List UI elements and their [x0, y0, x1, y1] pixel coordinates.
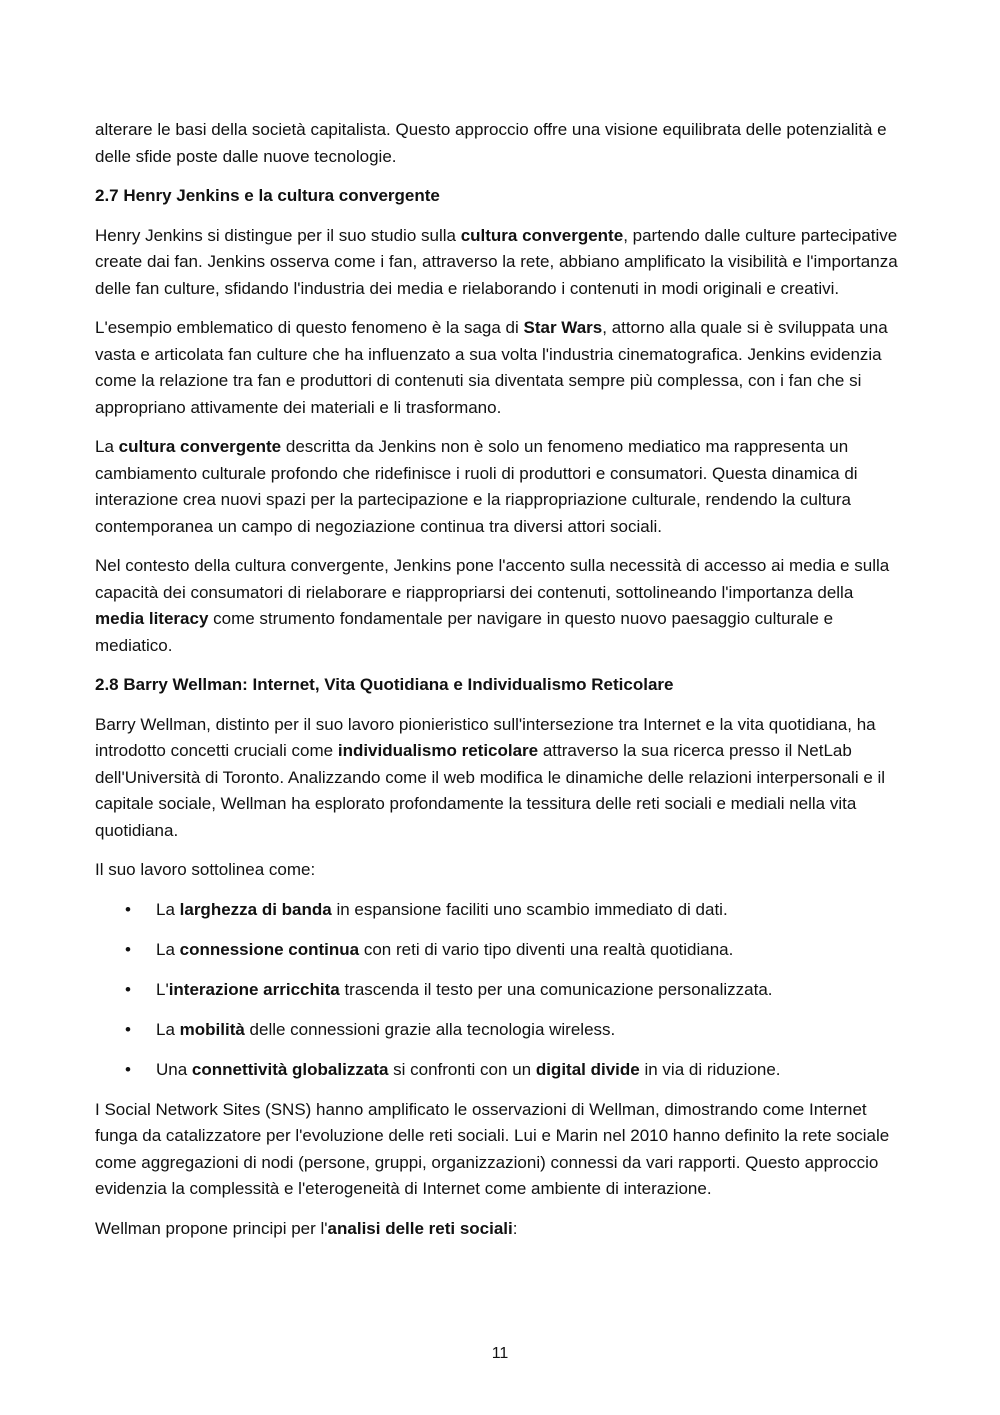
section-heading-2-7: 2.7 Henry Jenkins e la cultura convergente [95, 186, 440, 205]
bold-term: analisi delle reti sociali [327, 1218, 513, 1238]
paragraph-text: : [512, 1218, 518, 1238]
paragraph-text: alterare le basi della società capitalista. Questo approccio offre una visione equilibrata delle potenzialità e delle sfide poste dalle nuove tecnologie. [95, 120, 887, 166]
paragraph-jenkins-2 [95, 315, 907, 421]
list-item: • La connessione continua con reti di vario tipo diventi una realtà quotidiana. [95, 937, 907, 964]
paragraph-text: descritta da Jenkins non è solo un fenomeno mediatico ma rappresenta un cambiamento culturale profondo che ridefinisce i ruoli di produttori e consumatori. Questa dinamica di interazione crea nuovi spazi per la partecipazione e la riappropriazione culturale, rendendo la cultura contemporanea un campo di negoziazione continua tra diversi attori sociali. [95, 437, 858, 536]
paragraph-wellman-1 [95, 712, 907, 845]
page-number: 11 [491, 1345, 509, 1362]
bullet-icon: • [125, 899, 131, 919]
paragraph-intro [95, 117, 907, 170]
paragraph-text: Nel contesto della cultura convergente, Jenkins pone l'accento sulla necessità di accesso ai media e sulla capacità dei consumatori di rielaborare e riappropriarsi dei contenuti, sottolineando l'importanza della [95, 556, 890, 602]
bold-term: mobilità [179, 1019, 245, 1039]
bullet-list [95, 897, 907, 1084]
bold-term: connessione continua [179, 939, 360, 959]
bold-term: connettività globalizzata [191, 1059, 389, 1079]
bold-term: cultura convergente [118, 437, 282, 456]
list-item: • L'interazione arricchita trascenda il testo per una comunicazione personalizzata. [95, 977, 907, 1004]
paragraph-text: L'esempio emblematico di questo fenomeno è la saga di [95, 318, 524, 337]
list-item: • Una connettività globalizzata si confronti con un digital divide in via di riduzione. [95, 1057, 907, 1084]
paragraph-jenkins-3 [95, 434, 907, 540]
paragraph-text: Wellman propone principi per l' [95, 1218, 328, 1238]
paragraph-text: I Social Network Sites (SNS) hanno amplificato le osservazioni di Wellman, dimostrando come Internet funga da catalizzatore per l'evoluzione delle reti sociali. Lui e Marin nel 2010 hanno definito la rete sociale come aggregazioni di nodi (persone, gruppi, organizzazioni) connessi da vari rapporti. Questo approccio evidenzia la complessità e l'eterogeneità di Internet come ambiente di interazione. [95, 1099, 890, 1198]
paragraph-text: come strumento fondamentale per navigare in questo nuovo paesaggio culturale e mediatico. [95, 609, 834, 655]
paragraph-text: , attorno alla quale si è sviluppata una vasta e articolata fan culture che ha influenzato a sua volta l'industria cinematografica. Jenkins evidenzia come la relazione tra fan e produttori di contenuti sia diventata sempre più complessa, con i fan che si appropriano attivamente dei materiali e li trasformano. [95, 318, 888, 417]
list-item: • La larghezza di banda in espansione faciliti uno scambio immediato di dati. [95, 897, 907, 924]
paragraph-wellman-2 [95, 857, 907, 884]
bold-term: interazione arricchita [168, 979, 340, 999]
bullet-icon: • [125, 939, 131, 959]
paragraph-text: La [95, 437, 119, 456]
bullet-icon: • [125, 979, 131, 999]
bullet-icon: • [125, 1059, 131, 1079]
list-item: • La mobilità delle connessioni grazie alla tecnologia wireless. [95, 1017, 907, 1044]
bold-term: individualismo reticolare [337, 741, 539, 760]
paragraph-wellman-4 [95, 1216, 907, 1243]
paragraph-text: , partendo dalle culture partecipative create dai fan. Jenkins osserva come i fan, attraverso la rete, abbiano amplificato la visibilità e l'importanza delle fan culture, sfidando l'industria dei media e rielaborando i contenuti in modi originali e creativi. [95, 225, 898, 298]
bold-term: Star Wars [523, 318, 603, 337]
bold-term: media literacy [95, 609, 209, 628]
paragraph-text: Barry Wellman, distinto per il suo lavoro pionieristico sull'intersezione tra Internet e la vita quotidiana, ha introdotto concetti cruciali come [95, 714, 876, 760]
paragraph-jenkins-4 [95, 553, 907, 659]
bullet-icon: • [125, 1019, 131, 1039]
paragraph-wellman-3 [95, 1097, 907, 1203]
section-heading-2-8: 2.8 Barry Wellman: Internet, Vita Quotidiana e Individualismo Reticolare [95, 675, 674, 694]
document-page [95, 117, 907, 1255]
bold-term: digital divide [535, 1059, 640, 1079]
bold-term: cultura convergente [460, 225, 624, 245]
bold-term: larghezza di banda [179, 899, 332, 919]
paragraph-jenkins-1 [95, 223, 907, 303]
paragraph-text: Henry Jenkins si distingue per il suo studio sulla [95, 225, 461, 245]
paragraph-text: attraverso la sua ricerca presso il NetLab dell'Università di Toronto. Analizzando come il web modifica le dinamiche delle relazioni interpersonali e il capitale sociale, Wellman ha esplorato profondamente la tessitura delle reti sociali e mediali nella vita quotidiana. [95, 741, 886, 840]
paragraph-text: Il suo lavoro sottolinea come: [95, 860, 316, 879]
